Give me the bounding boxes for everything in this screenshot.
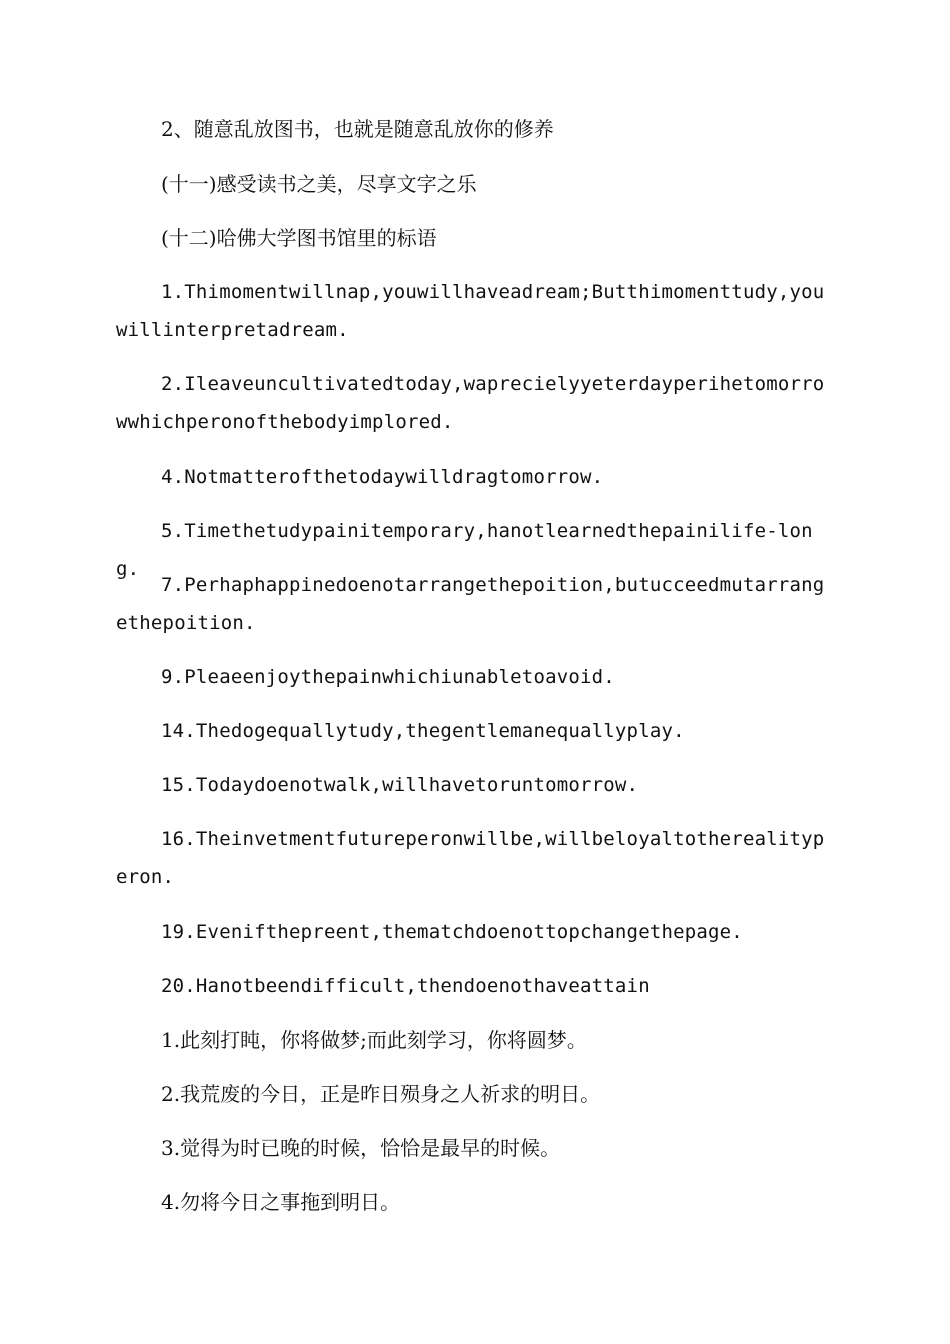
slogan-zh-3: 3.觉得为时已晚的时候，恰恰是最早的时候。 (161, 1136, 561, 1160)
slogan-en-14: 14.Thedogequallytudy,thegentlemanequallyplay. (161, 720, 685, 742)
slogan-zh-1: 1.此刻打盹，你将做梦;而此刻学习，你将圆梦。 (161, 1028, 587, 1052)
slogan-zh-2: 2.我荒废的今日，正是昨日殒身之人祈求的明日。 (161, 1082, 601, 1106)
slogan-en-1: 1.Thimomentwillnap,youwillhaveadream;Butthimomenttudy,youwillinterpretadream. (116, 281, 825, 341)
slogan-en-4: 4.Notmatterofthetodaywilldragtomorrow. (161, 466, 604, 488)
slogan-en-19: 19.Evenifthepreent,thematchdoenottopchangethepage. (161, 921, 743, 943)
slogan-en-7: 7.Perhaphappinedoenotarrangethepoition,butucceedmutarrangethepoition. (116, 574, 825, 634)
paragraph-book-habit: 2、随意乱放图书，也就是随意乱放你的修养 (161, 117, 554, 141)
slogan-en-9: 9.Pleaeenjoythepainwhichiunabletoavoid. (161, 666, 615, 688)
section-heading-twelve: (十二)哈佛大学图书馆里的标语 (161, 226, 437, 250)
slogan-zh-4: 4.勿将今日之事拖到明日。 (161, 1190, 401, 1214)
slogan-en-2: 2.Ileaveuncultivatedtoday,waprecielyyeterdayperihetomorrowwhichperonofthebodyimplored. (116, 373, 825, 433)
slogan-en-15: 15.Todaydoenotwalk,willhavetoruntomorrow. (161, 774, 639, 796)
slogan-en-16: 16.Theinvetmentfutureperonwillbe,willbeloyaltotherealityperon. (116, 828, 825, 888)
slogan-en-5: 5.Timethetudypainitemporary,hanotlearnedthepainilife-long. (116, 520, 813, 580)
section-heading-eleven: (十一)感受读书之美，尽享文字之乐 (161, 172, 477, 196)
slogan-en-20: 20.Hanotbeendifficult,thendoenothaveattain (161, 975, 650, 997)
